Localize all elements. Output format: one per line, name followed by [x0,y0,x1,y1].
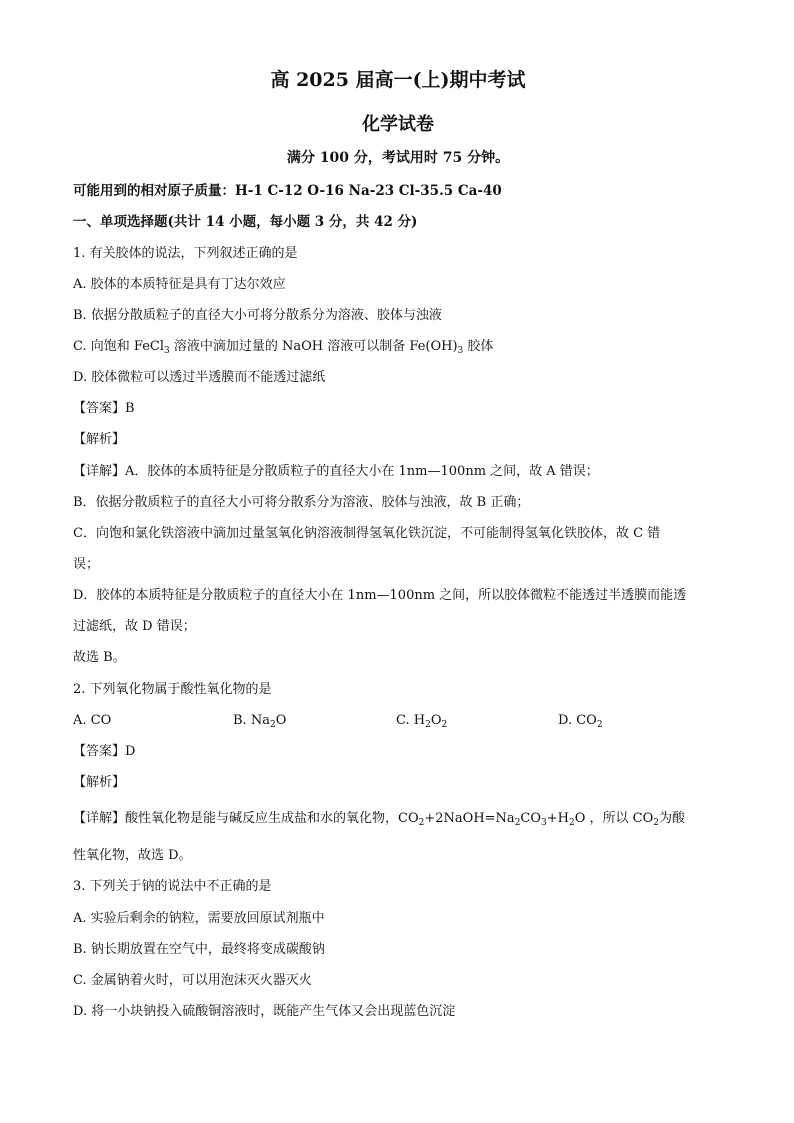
q2-stem: 2. 下列氧化物属于酸性氧化物的是 [73,682,272,697]
q2-detail-line1: 【详解】酸性氧化物是能与碱反应生成盐和水的氧化物，$CO_2+2NaOH=Na_2CO_3+H_2O$ ，所以 $CO_2$为酸 [73,811,686,828]
exam-info: 满分 100 分，考试用时 75 分钟。 [286,150,510,166]
q1-option-c: C. 向饱和 FeCl$_3$ 溶液中滴加过量的 NaOH 溶液可以制备 $Fe(OH)_3$ 胶体 [73,339,494,356]
q1-detail-4a: D．胶体的本质特征是分散质粒子的直径大小在 1nm—100nm 之间，所以胶体微粒不能透过半透膜而能透 [73,588,687,603]
q2-equation: $CO_2+2NaOH=Na_2CO_3+H_2O$ [398,811,586,828]
q2-option-d: D. $CO_2$ [558,713,603,730]
q1-option-d: D. 胶体微粒可以透过半透膜而不能透过滤纸 [73,370,326,385]
q3-stem: 3. 下列关于钠的说法中不正确的是 [73,879,272,894]
q3-option-b: B. 钠长期放置在空气中，最终将变成碳酸钠 [73,942,325,957]
q1-option-b: B. 依据分散质粒子的直径大小可将分散系分为溶液、胶体与浊液 [73,308,442,323]
q1-detail-1: 【详解】A．胶体的本质特征是分散质粒子的直径大小在 1nm—100nm 之间，故 A 错误； [73,464,599,479]
q1-conclusion: 故选 B。 [73,650,126,665]
q1-detail-3b: 误； [73,557,100,572]
exam-title: 高 2025 届高一(上)期中考试 [270,69,526,91]
q2-option-a: A. CO [73,713,112,728]
q3-option-c: C. 金属钠着火时，可以用泡沫灭火器灭火 [73,973,312,988]
section-heading: 一、单项选择题(共计 14 小题，每小题 3 分，共 42 分) [73,214,418,230]
q2-analysis-label: 【解析】 [73,775,126,790]
subject-title: 化学试卷 [362,114,434,135]
q1-detail-4b: 过滤纸，故 D 错误； [73,619,196,634]
q1-answer: 【答案】B [73,401,135,416]
q2-detail-line2: 性氧化物，故选 D。 [73,848,192,863]
q3-option-d: D. 将一小块钠投入硫酸铜溶液时，既能产生气体又会出现蓝色沉淀 [73,1004,456,1019]
q1-option-a: A. 胶体的本质特征是具有丁达尔效应 [73,277,286,292]
q2-option-b: B. $Na_2O$ [233,713,287,730]
q1-detail-2: B．依据分散质粒子的直径大小可将分散系分为溶液、胶体与浊液，故 B 正确； [73,495,530,510]
q2-option-c: C. $H_2O_2$ [396,713,448,730]
q1-analysis-label: 【解析】 [73,432,126,447]
q1-stem: 1. 有关胶体的说法，下列叙述正确的是 [73,246,298,261]
q3-option-a: A. 实验后剩余的钠粒，需要放回原试剂瓶中 [73,911,325,926]
q1-detail-3a: C．向饱和氯化铁溶液中滴加过量氢氧化钠溶液制得氢氧化铁沉淀，不可能制得氢氧化铁胶体，故 C 错 [73,526,661,541]
q2-answer: 【答案】D [73,744,136,759]
atomic-masses: 可能用到的相对原子质量：H-1 C-12 O-16 Na-23 Cl-35.5 Ca-40 [73,183,502,199]
